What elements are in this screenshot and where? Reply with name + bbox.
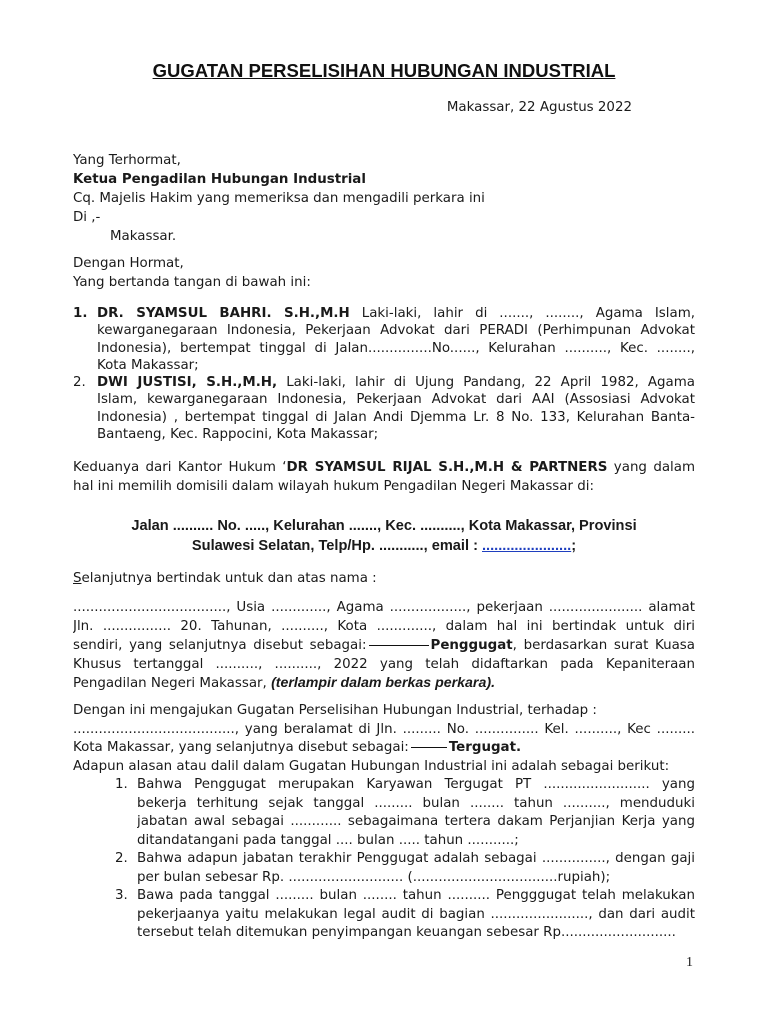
reason-number: 1. (115, 777, 128, 792)
party-line: Bantaeng, Kec. Rappocini, Kota Makassar; (97, 427, 379, 443)
plaintiff-line-5-pre: Pengadilan Negeri Makassar, (73, 676, 272, 691)
party-number: 2. (73, 375, 86, 391)
salutation: Dengan Hormat, (73, 256, 184, 271)
acting-line (73, 569, 695, 588)
address-block (73, 151, 695, 246)
domicile-line-2 (73, 536, 695, 556)
separator-line (369, 645, 429, 646)
office-line-2: hal ini memilih domisili dalam wilayah hukum Pengadilan Negeri Makassar di: (73, 479, 594, 494)
reason-item (115, 850, 695, 887)
reason-line: jabatan awal sebagai ............ sebagaimana tertera dakam Perjanjian Kerja yang (137, 814, 695, 829)
reason-item (115, 887, 695, 943)
acting-rest: elanjutnya bertindak untuk dan atas nama : (81, 571, 377, 586)
defendant-line-3 (73, 739, 695, 758)
domicile-line-2-pre: Sulawesi Selatan, Telp/Hp. ..........., email : (191, 538, 482, 554)
plaintiff-line-3-pre: sendiri, yang selanjutnya disebut sebagai: (73, 638, 367, 653)
acting-first-letter: S (73, 571, 82, 586)
defendant-paragraph (73, 702, 695, 776)
plaintiff-line-5 (73, 674, 695, 693)
reason-number: 3. (115, 888, 128, 903)
party-line: Indonesia), bertempat tinggal di Jalan...............No......, Kelurahan .........., Kec. ........, (97, 340, 695, 356)
plaintiff-line-1: ...................................., Usia ............., Agama .................., pekerjaan ...................... alamat (73, 600, 695, 615)
intro: Yang bertanda tangan di bawah ini: (73, 275, 311, 290)
party-line: Laki-laki, lahir di ......., ........, Agama Islam, (349, 306, 695, 321)
opening-block (73, 254, 695, 292)
reason-line: pekerjaanya yaitu melakukan legal audit di bagian ......................., dan dari audit (137, 906, 695, 922)
plaintiff-line-3-post: , berdasarkan surat Kuasa (512, 638, 695, 653)
document-date: Makassar, 22 Agustus 2022 (446, 100, 632, 115)
party-number: 1. (73, 306, 88, 321)
reason-line: bekerja terhitung sejak tanggal ......... bulan ........ tahun .........., menduduki (137, 795, 695, 811)
party-line: Laki-laki, lahir di Ujung Pandang, 22 April 1982, Agama (277, 375, 695, 391)
defendant-line-4: Adapun alasan atau dalil dalam Gugatan Hubungan Industrial ini adalah sebagai berikut: (73, 758, 670, 774)
reason-line: Bahwa adapun jabatan terakhir Penggugat adalah sebagai ..............., dengan gaji (137, 851, 695, 866)
plaintiff-line-3 (73, 636, 695, 655)
party-name: DR. SYAMSUL BAHRI. S.H.,M.H (97, 306, 350, 321)
defendant-line-1: Dengan ini mengajukan Gugatan Perselisihan Hubungan Industrial, terhadap : (73, 703, 597, 718)
document-title: GUGATAN PERSELISIHAN HUBUNGAN INDUSTRIAL (152, 60, 616, 81)
party-name: DWI JUSTISI, S.H.,M.H, (97, 375, 278, 391)
page-number: 1 (686, 955, 693, 970)
city-line: Makassar. (110, 229, 177, 244)
party-line: Islam, kewarganegaraan Indonesia, Pekerjaan Advokat dari AAI (Assosiasi Advokat (97, 392, 695, 408)
office-line-1 (73, 458, 695, 477)
separator-line (411, 747, 447, 748)
reason-line: Bawa pada tanggal ......... bulan ........ tahun .......... Pengggugat telah melakukan (137, 888, 695, 903)
defendant-line-2: ......................................, yang beralamat di Jln. ......... No. ............... Kel. .........., Kec ......... (73, 721, 695, 737)
reason-number: 2. (115, 851, 128, 866)
di-line: Di ,- (73, 210, 101, 225)
party-item (73, 305, 695, 374)
reasons-list (115, 776, 695, 943)
domicile-line-1: Jalan .......... No. ....., Kelurahan ......., Kec. .........., Kota Makassar, Provinsi (131, 518, 637, 534)
email-link[interactable]: ...................... (482, 538, 572, 554)
domicile-block (73, 516, 695, 556)
reason-line: per bulan sebesar Rp. ........................... (..................................rupiah); (137, 869, 611, 885)
attachment-note: (terlampir dalam berkas perkara). (271, 675, 496, 691)
office-post: yang dalam (607, 460, 695, 475)
party-line: Kota Makassar; (97, 357, 199, 373)
defendant-line-3-pre: Kota Makassar, yang selanjutnya disebut sebagai: (73, 740, 409, 755)
reason-line: ditandatangani pada tanggal .... bulan ..... tahun ...........; (137, 832, 519, 848)
recipient: Ketua Pengadilan Hubungan Industrial (73, 172, 366, 187)
party-line: kewarganegaraan Indonesia, Pekerjaan Advokat dari PERADI (Perhimpunan Advokat (97, 323, 695, 339)
office-pre: Keduanya dari Kantor Hukum ‘ (73, 460, 287, 475)
reason-line: Bahwa Penggugat merupakan Karyawan Tergugat PT ......................... yang (137, 777, 695, 792)
greeting: Yang Terhormat, (73, 153, 181, 168)
cq-line: Cq. Majelis Hakim yang memeriksa dan mengadili perkara ini (73, 191, 485, 206)
plaintiff-line-4: Khusus tertanggal .........., .........., 2022 yang telah didaftarkan pada Kepaniteraan (73, 657, 695, 672)
party-item (73, 374, 695, 443)
office-paragraph (73, 458, 695, 496)
reason-line: tersebut telah ditemukan penyimpangan keuangan sebesar Rp........................... (137, 925, 676, 940)
firm-name: DR SYAMSUL RIJAL S.H.,M.H & PARTNERS (286, 460, 608, 475)
parties-list (73, 305, 695, 443)
plaintiff-paragraph (73, 598, 695, 693)
tergugat-label: Tergugat. (448, 740, 522, 755)
plaintiff-line-2: Jln. ................ 20. Tahunan, .........., Kota ............., dalam hal ini bertindak untuk diri (73, 619, 695, 634)
penggugat-label: Penggugat (430, 638, 513, 653)
reason-item (115, 776, 695, 850)
party-line: Indonesia) , bertempat tinggal di Jalan Andi Djemma Lr. 8 No. 133, Kelurahan Banta- (97, 409, 695, 425)
domicile-line-2-post: ; (571, 538, 577, 554)
